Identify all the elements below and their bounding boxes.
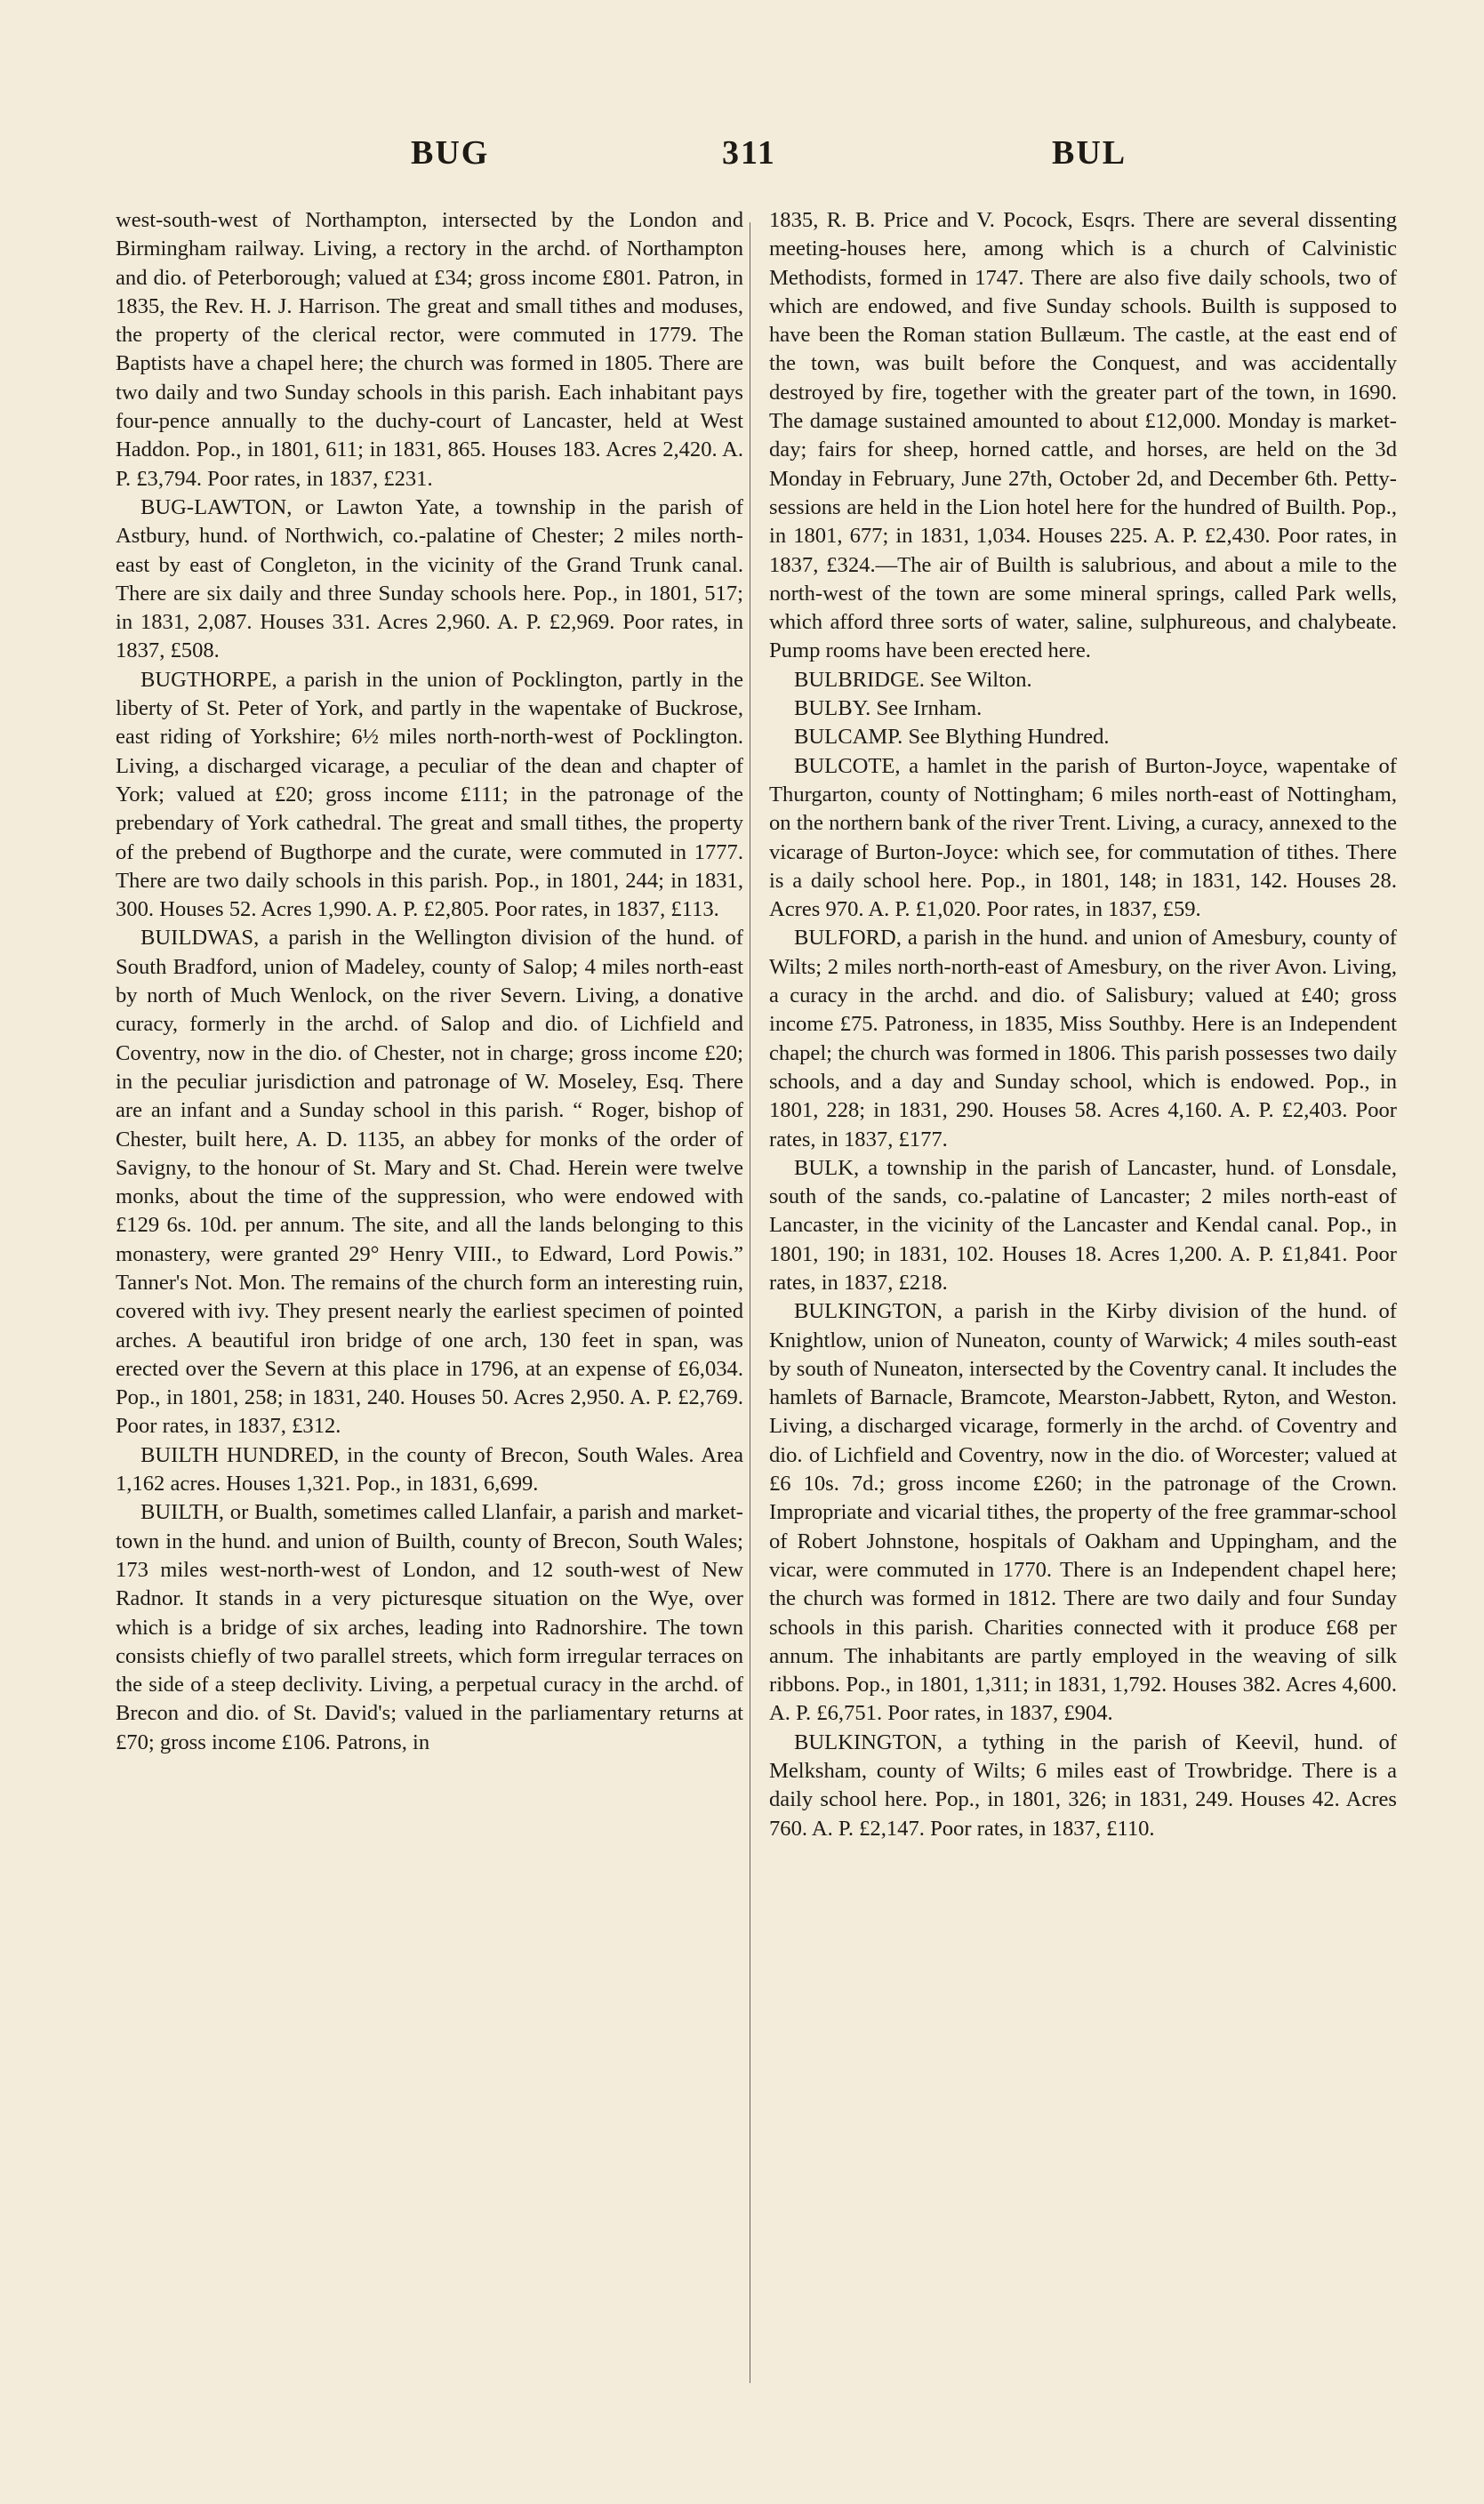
entry-builth-continued: 1835, R. B. Price and V. Pocock, Esqrs. There are several dissenting meeting-houses here, among which is a church of Calvinistic Methodists, formed in 1747. There are also five daily schools, two of which are endowed, and five Sunday schools. Builth is supposed to have been the Roman station Bullæum. The castle, at the east end of the town, was built before the Conquest, and was accidentally destroyed by fire, together with the greater part of the town, in 1690. The damage sustained amounted to about £12,000. Monday is market-day; fairs for sheep, horned cattle, and horses, are held on the 3d Monday in February, June 27th, October 2d, and December 6th. Petty-sessions are held in the Lion hotel here for the hundred of Builth. Pop., in 1801, 677; in 1831, 1,034. Houses 225. A. P. £2,430. Poor rates, in 1837, £324.—The air of Builth is salubrious, and about a mile to the north-west of the town are some mineral springs, called Park wells, which afford three sorts of water, saline, sulphureous, and chalybeate. Pump rooms have been erected here. <box>769 208 1397 663</box>
left-column <box>116 206 743 1757</box>
entry-builth-hundred: BUILTH HUNDRED, in the county of Brecon, South Wales. Area 1,162 acres. Houses 1,321. Pop., in 1831, 6,699. <box>116 1442 743 1497</box>
right-column <box>769 206 1397 1843</box>
entry-bulk: BULK, a township in the parish of Lancaster, hund. of Lonsdale, south of the sands, co.-palatine of Lancaster; 2 miles north-east of Lancaster, in the vicinity of the Lancaster and Kendal canal. Pop., in 1801, 190; in 1831, 102. Houses 18. Acres 1,200. A. P. £1,841. Poor rates, in 1837, £218. <box>769 1155 1397 1295</box>
entry-bulcamp: BULCAMP. See Blything Hundred. <box>794 725 1110 750</box>
entry-continuation: west-south-west of Northampton, intersected by the London and Birmingham railway. Living, a rectory in the archd. of Northampton and dio. of Peterborough; valued at £34; gross income £801. Patron, in 1835, the Rev. H. J. Harrison. The great and small tithes and moduses, the property of the clerical rector, were commuted in 1779. The Baptists have a chapel here; the church was formed in 1805. There are two daily and two Sunday schools in this parish. Each inhabitant pays four-pence annually to the duchy-court of Lancaster, held at West Haddon. Pop., in 1801, 611; in 1831, 865. Houses 183. Acres 2,420. A. P. £3,794. Poor rates, in 1837, £231. <box>116 208 743 491</box>
header-left-catchword: BUG <box>411 134 490 172</box>
entry-buildwas: BUILDWAS, a parish in the Wellington division of the hund. of South Bradford, union of Madeley, county of Salop; 4 miles north-east by north of Much Wenlock, on the river Severn. Living, a donative curacy, formerly in the archd. of Salop and dio. of Lichfield and Coventry, now in the dio. of Chester, not in charge; gross income £20; in the peculiar jurisdiction and patronage of W. Moseley, Esq. There are an infant and a Sunday school in this parish. “ Roger, bishop of Chester, built here, A. D. 1135, an abbey for monks of the order of Savigny, to the honour of St. Mary and St. Chad. Herein were twelve monks, about the time of the suppression, who were endowed with £129 6s. 10d. per annum. The site, and all the lands belonging to this monastery, were granted 29° Henry VIII., to Edward, Lord Powis.” Tanner's Not. Mon. The remains of the church form an interesting ruin, covered with ivy. They present nearly the earliest specimen of pointed arches. A beautiful iron bridge of one arch, 130 feet in span, was erected over the Severn at this place in 1796, at an expense of £6,034. Pop., in 1801, 258; in 1831, 240. Houses 50. Acres 2,950. A. P. £2,769. Poor rates, in 1837, £312. <box>116 926 743 1439</box>
entry-builth: BUILTH, or Bualth, sometimes called Llanfair, a parish and market-town in the hund. and union of Builth, county of Brecon, South Wales; 173 miles west-north-west of London, and 12 south-west of New Radnor. It stands in a very picturesque situation on the Wye, over which is a bridge of six arches, leading into Radnorshire. The town consists chiefly of two parallel streets, which form irregular terraces on the side of a steep declivity. Living, a perpetual curacy in the archd. of Brecon and dio. of St. David's; valued in the parliamentary returns at £70; gross income £106. Patrons, in <box>116 1500 743 1754</box>
entry-bulbridge: BULBRIDGE. See Wilton. <box>794 667 1032 692</box>
page-number: 311 <box>722 134 776 172</box>
header-right-catchword: BUL <box>1052 134 1127 172</box>
entry-bulford: BULFORD, a parish in the hund. and union of Amesbury, county of Wilts; 2 miles north-north-east of Amesbury, on the river Avon. Living, a curacy in the archd. and dio. of Salisbury; valued at £40; gross income £75. Patroness, in 1835, Miss Southby. Here is an Independent chapel; the church was formed in 1806. This parish possesses two daily schools, and a day and Sunday school, which is endowed. Pop., in 1801, 228; in 1831, 290. Houses 58. Acres 4,160. A. P. £2,403. Poor rates, in 1837, £177. <box>769 926 1397 1152</box>
entry-bulcote: BULCOTE, a hamlet in the parish of Burton-Joyce, wapentake of Thurgarton, county of Nottingham; 6 miles north-east of Nottingham, on the northern bank of the river Trent. Living, a curacy, annexed to the vicarage of Burton-Joyce: which see, for commutation of tithes. There is a daily school here. Pop., in 1801, 148; in 1831, 142. Houses 28. Acres 970. A. P. £1,020. Poor rates, in 1837, £59. <box>769 753 1397 922</box>
entry-bulkington-warwick: BULKINGTON, a parish in the Kirby division of the hund. of Knightlow, union of Nuneaton, county of Warwick; 4 miles south-east by south of Nuneaton, intersected by the Coventry canal. It includes the hamlets of Barnacle, Bramcote, Mearston-Jabbett, Ryton, and Weston. Living, a discharged vicarage, formerly in the archd. of Coventry and dio. of Lichfield and Coventry, now in the dio. of Worcester; valued at £6 10s. 7d.; gross income £260; in the patronage of the Crown. Impropriate and vicarial tithes, the property of the free grammar-school of Robert Johnstone, hospitals of Oakham and Uppingham, and the vicar, were commuted in 1770. There is an Independent chapel here; the church was formed in 1812. There are two daily and four Sunday schools in this parish. Charities connected with it produce £68 per annum. The inhabitants are partly employed in the weaving of silk ribbons. Pop., in 1801, 1,311; in 1831, 1,792. Houses 382. Acres 4,600. A. P. £6,751. Poor rates, in 1837, £904. <box>769 1299 1397 1726</box>
running-head <box>0 133 1484 187</box>
entry-bugthorpe: BUGTHORPE, a parish in the union of Pocklington, partly in the liberty of St. Peter of York, and partly in the wapentake of Buckrose, east riding of Yorkshire; 6½ miles north-north-west of Pocklington. Living, a discharged vicarage, a peculiar of the dean and chapter of York; valued at £20; gross income £111; in the patronage of the prebendary of York cathedral. The great and small tithes, the property of the prebend of Bugthorpe and the curate, were commuted in 1777. There are two daily schools in this parish. Pop., in 1801, 244; in 1831, 300. Houses 52. Acres 1,990. A. P. £2,805. Poor rates, in 1837, £113. <box>116 667 743 922</box>
entry-bulby: BULBY. See Irnham. <box>794 696 983 721</box>
entry-bug-lawton: BUG-LAWTON, or Lawton Yate, a township in the parish of Astbury, hund. of Northwich, co.-palatine of Chester; 2 miles north-east by east of Congleton, in the vicinity of the Grand Trunk canal. There are six daily and three Sunday schools here. Pop., in 1801, 517; in 1831, 2,087. Houses 331. Acres 2,960. A. P. £2,969. Poor rates, in 1837, £508. <box>116 494 743 663</box>
entry-bulkington-wilts: BULKINGTON, a tything in the parish of Keevil, hund. of Melksham, county of Wilts; 6 miles east of Trowbridge. There is a daily school here. Pop., in 1801, 326; in 1831, 249. Houses 42. Acres 760. A. P. £2,147. Poor rates, in 1837, £110. <box>769 1730 1397 1841</box>
